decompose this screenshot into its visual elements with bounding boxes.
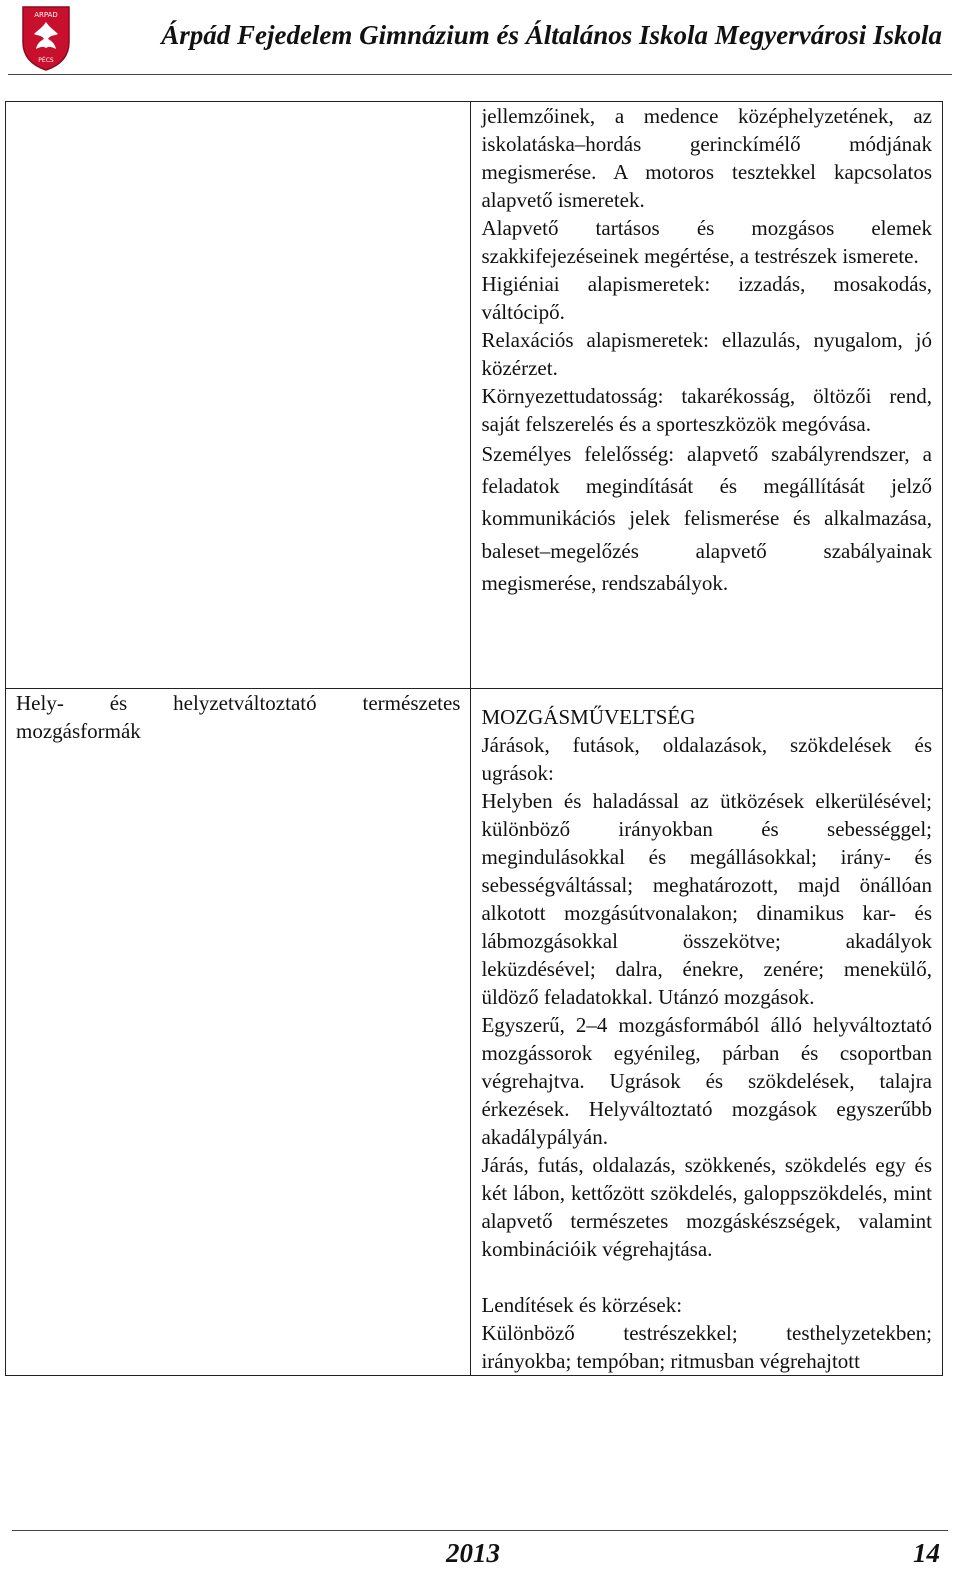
table-cell-content	[471, 689, 943, 1376]
content-paragraph: Különböző testrészekkel; testhelyzetekben; irányokba; tempóban; ritmusban végrehajtott	[481, 1321, 932, 1373]
school-name: Árpád Fejedelem Gimnázium és Általános Iskola Megyervárosi Iskola	[161, 20, 942, 50]
logo-text-bottom: PÉCS	[38, 57, 54, 64]
table-cell-topic: Hely- és helyzetváltoztató természetes mozgásformák	[6, 689, 471, 1376]
footer-divider	[12, 1530, 948, 1531]
section-heading: MOZGÁSMŰVELTSÉG	[481, 705, 696, 729]
footer-year: 2013	[446, 1538, 500, 1568]
content-paragraph: Járások, futások, oldalazások, szökdelések és ugrások:	[481, 733, 932, 785]
content-paragraph: jellemzőinek, a medence középhelyzetének, az iskolatáska–hordás gerinckímélő módjának megismerése. A motoros tesztekkel kapcsolatos alapvető ismeretek.	[481, 104, 932, 212]
content-paragraph: Környezettudatosság: takarékosság, öltözői rend, saját felszerelés és a sporteszközök megóvása.	[481, 384, 932, 436]
logo-text-top: ARPAD	[34, 11, 58, 19]
table-row	[6, 102, 943, 689]
header-divider	[8, 74, 952, 75]
content-paragraph: Járás, futás, oldalazás, szökkenés, szökdelés egy és két lábon, kettőzött szökdelés, galoppszökdelés, mint alapvető természetes mozgáskészségek, valamint kombinációik végrehajtása.	[481, 1153, 932, 1261]
page-number: 14	[913, 1538, 940, 1568]
content-paragraph: Higiéniai alapismeretek: izzadás, mosakodás, váltócipő.	[481, 272, 932, 324]
curriculum-table	[5, 101, 943, 1376]
content-paragraph: Személyes felelősség: alapvető szabályrendszer, a feladatok megindítását és megállítását jelző kommunikációs jelek felismerése és alkalmazása, baleset–megelőzés alapvető szabályainak megismerése, rendszabályok.	[481, 442, 932, 595]
page-header	[0, 0, 960, 78]
table-cell-topic-empty	[6, 102, 471, 689]
content-paragraph: Helyben és haladással az ütközések elkerülésével; különböző irányokban és sebességgel; megindulásokkal és megállásokkal; irány- és sebességváltással; meghatározott, majd önállóan alkotott mozgásútvonalakon; dinamikus kar- és lábmozgásokkal összekötve; akadályok leküzdésével; dalra, énekre, zenére; menekülő, üldöző feladatokkal. Utánzó mozgások.	[481, 789, 932, 1009]
table-row	[6, 689, 943, 1376]
school-logo	[20, 4, 72, 72]
table-cell-content	[471, 102, 943, 689]
content-paragraph: Egyszerű, 2–4 mozgásformából álló helyváltoztató mozgássorok egyénileg, párban és csoportban végrehajtva. Ugrások és szökdelések, talajra érkezések. Helyváltoztató mozgások egyszerűbb akadálypályán.	[481, 1013, 932, 1149]
paragraph-spacer	[481, 1263, 932, 1291]
content-paragraph: Alapvető tartásos és mozgásos elemek szakkifejezéseinek megértése, a testrészek ismerete.	[481, 216, 932, 268]
content-paragraph: Relaxációs alapismeretek: ellazulás, nyugalom, jó közérzet.	[481, 328, 932, 380]
content-paragraph: Lendítések és körzések:	[481, 1293, 683, 1317]
